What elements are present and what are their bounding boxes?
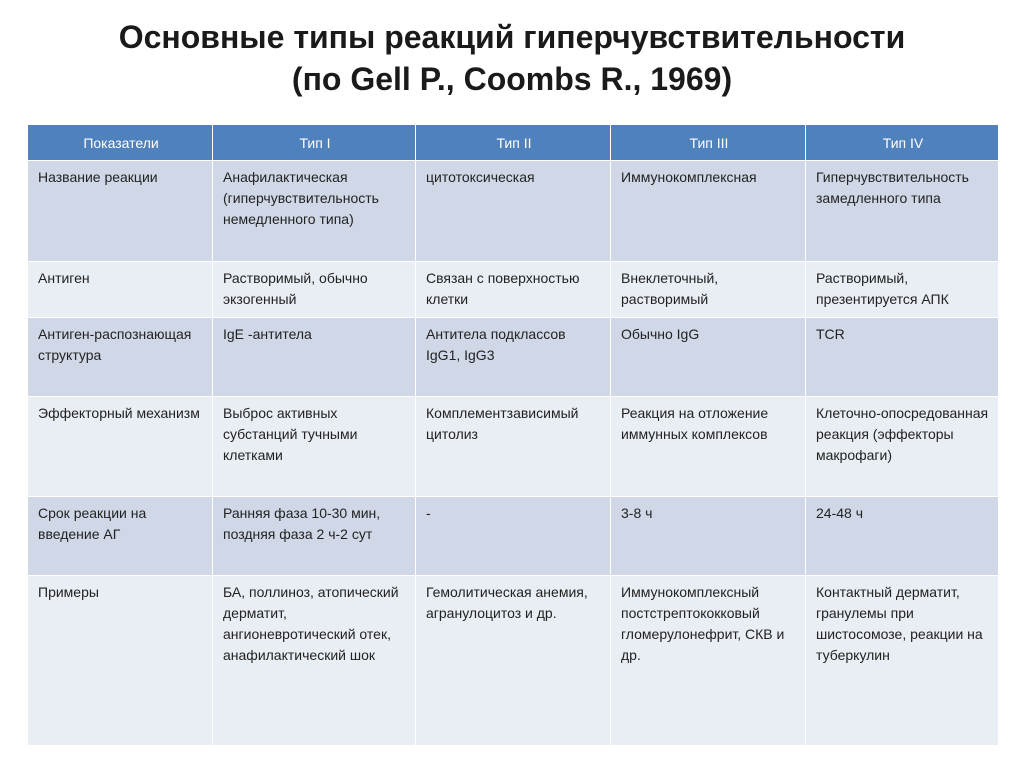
table-cell: Анафилактическая (гиперчувствительность немедленного типа) — [213, 161, 416, 262]
table-cell: Растворимый, обычно экзогенный — [213, 262, 416, 318]
table-cell: Гемолитическая анемия, агранулоцитоз и др. — [416, 576, 611, 746]
title-line-2: (по Gell P., Coombs R., 1969) — [291, 61, 733, 97]
page-title — [0, 16, 1024, 100]
table-row — [28, 161, 999, 262]
row-label-cell: Срок реакции на введение АГ — [28, 497, 213, 576]
column-header: Тип IV — [806, 125, 999, 161]
table-cell: IgE -антитела — [213, 318, 416, 397]
table-row — [28, 318, 999, 397]
table-cell: Выброс активных субстанций тучными клетками — [213, 397, 416, 497]
table-cell: 3-8 ч — [611, 497, 806, 576]
table-cell: Растворимый, презентируется АПК — [806, 262, 999, 318]
column-header: Тип I — [213, 125, 416, 161]
row-label-cell: Антиген — [28, 262, 213, 318]
table-cell: Иммунокомплексный постстрептококковый гломерулонефрит, СКВ и др. — [611, 576, 806, 746]
table-cell: цитотоксическая — [416, 161, 611, 262]
table-cell: - — [416, 497, 611, 576]
table-cell: БА, поллиноз, атопический дерматит, ангионевротический отек, анафилактический шок — [213, 576, 416, 746]
table-cell: Внеклеточный, растворимый — [611, 262, 806, 318]
table-cell: Гиперчувствительность замедленного типа — [806, 161, 999, 262]
table-cell: Комплементзависимый цитолиз — [416, 397, 611, 497]
table-row — [28, 262, 999, 318]
table-header-row — [28, 125, 999, 161]
table-cell: Антитела подклассов IgG1, IgG3 — [416, 318, 611, 397]
row-label-cell: Антиген-распознающая структура — [28, 318, 213, 397]
table-cell: Реакция на отложение иммунных комплексов — [611, 397, 806, 497]
table-cell: Связан с поверхностью клетки — [416, 262, 611, 318]
table-cell: TCR — [806, 318, 999, 397]
table-row — [28, 497, 999, 576]
table-row — [28, 397, 999, 497]
table-cell: Иммунокомплексная — [611, 161, 806, 262]
table-row — [28, 576, 999, 746]
row-label-cell: Примеры — [28, 576, 213, 746]
table-cell: Клеточно-опосредованная реакция (эффекторы макрофаги) — [806, 397, 999, 497]
column-header: Тип II — [416, 125, 611, 161]
table-cell: Обычно IgG — [611, 318, 806, 397]
table-cell: Контактный дерматит, гранулемы при шистосомозе, реакции на туберкулин — [806, 576, 999, 746]
row-label-cell: Название реакции — [28, 161, 213, 262]
hypersensitivity-table — [27, 124, 999, 746]
column-header: Показатели — [28, 125, 213, 161]
column-header: Тип III — [611, 125, 806, 161]
title-line-1: Основные типы реакций гиперчувствительности — [118, 19, 906, 55]
table-cell: 24-48 ч — [806, 497, 999, 576]
row-label-cell: Эффекторный механизм — [28, 397, 213, 497]
table-cell: Ранняя фаза 10-30 мин, поздняя фаза 2 ч-2 сут — [213, 497, 416, 576]
